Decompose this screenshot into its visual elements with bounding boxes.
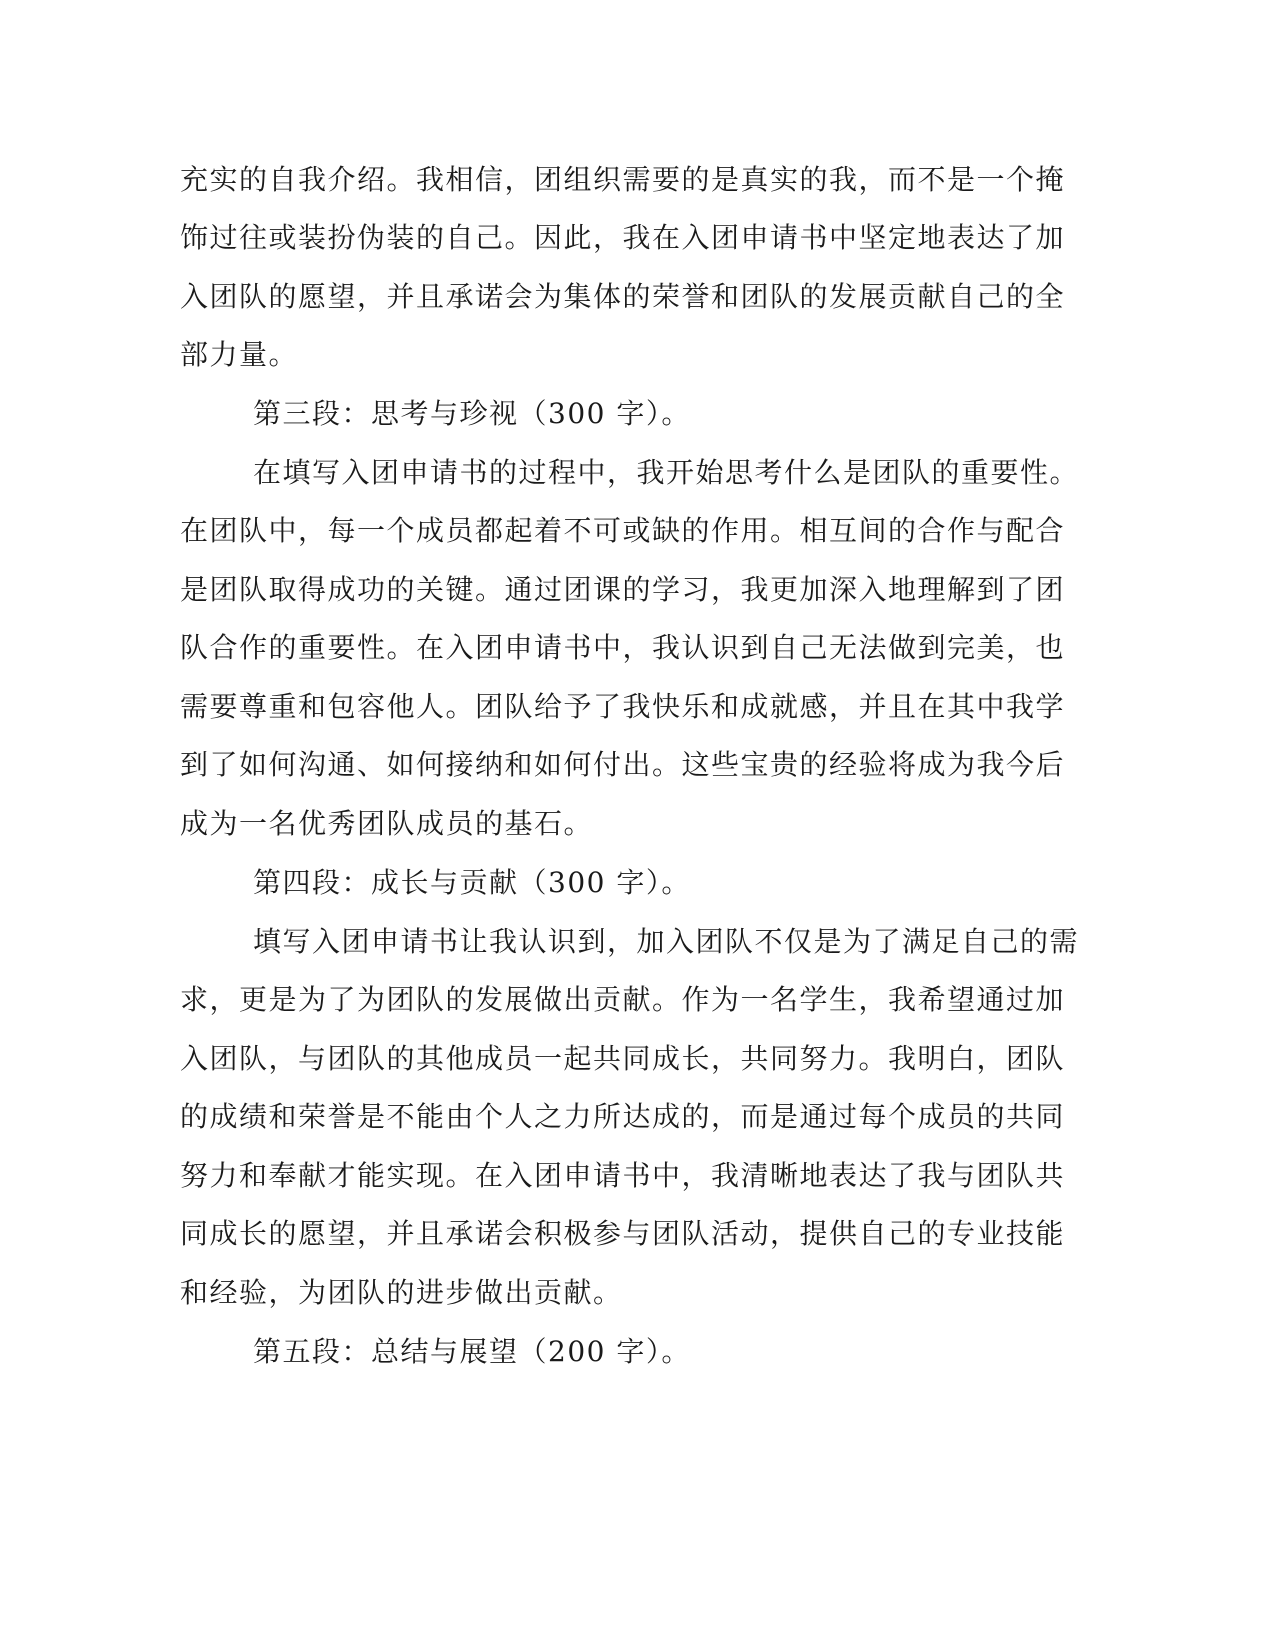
paragraph-line: 在团队中，每一个成员都起着不可或缺的作用。相互间的合作与配合	[180, 514, 1066, 547]
paragraph-line: 充实的自我介绍。我相信，团组织需要的是真实的我，而不是一个掩	[180, 163, 1066, 196]
paragraph-line: 入团队的愿望，并且承诺会为集体的荣誉和团队的发展贡献自己的全	[180, 280, 1066, 313]
paragraph-line: 在填写入团申请书的过程中，我开始思考什么是团队的重要性。	[253, 456, 1080, 489]
paragraph-line: 和经验，为团队的进步做出贡献。	[180, 1276, 623, 1309]
section-heading-5: 第五段：总结与展望（200 字）。	[253, 1335, 691, 1368]
paragraph-line: 的成绩和荣誉是不能由个人之力所达成的，而是通过每个成员的共同	[180, 1100, 1066, 1133]
section-heading-4: 第四段：成长与贡献（300 字）。	[253, 866, 691, 899]
paragraph-line: 求，更是为了为团队的发展做出贡献。作为一名学生，我希望通过加	[180, 983, 1066, 1016]
paragraph-line: 到了如何沟通、如何接纳和如何付出。这些宝贵的经验将成为我今后	[180, 748, 1066, 781]
paragraph-line: 队合作的重要性。在入团申请书中，我认识到自己无法做到完美，也	[180, 631, 1066, 664]
paragraph-line: 需要尊重和包容他人。团队给予了我快乐和成就感，并且在其中我学	[180, 690, 1066, 723]
paragraph-line: 部力量。	[180, 338, 299, 371]
paragraph-line: 成为一名优秀团队成员的基石。	[180, 807, 594, 840]
section-heading-3: 第三段：思考与珍视（300 字）。	[253, 397, 691, 430]
paragraph-line: 饰过往或装扮伪装的自己。因此，我在入团申请书中坚定地表达了加	[180, 221, 1066, 254]
paragraph-line: 入团队，与团队的其他成员一起共同成长，共同努力。我明白，团队	[180, 1042, 1066, 1075]
paragraph-line: 是团队取得成功的关键。通过团课的学习，我更加深入地理解到了团	[180, 573, 1066, 606]
paragraph-line: 努力和奉献才能实现。在入团申请书中，我清晰地表达了我与团队共	[180, 1159, 1066, 1192]
paragraph-line: 填写入团申请书让我认识到，加入团队不仅是为了满足自己的需	[253, 925, 1080, 958]
paragraph-line: 同成长的愿望，并且承诺会积极参与团队活动，提供自己的专业技能	[180, 1217, 1066, 1250]
